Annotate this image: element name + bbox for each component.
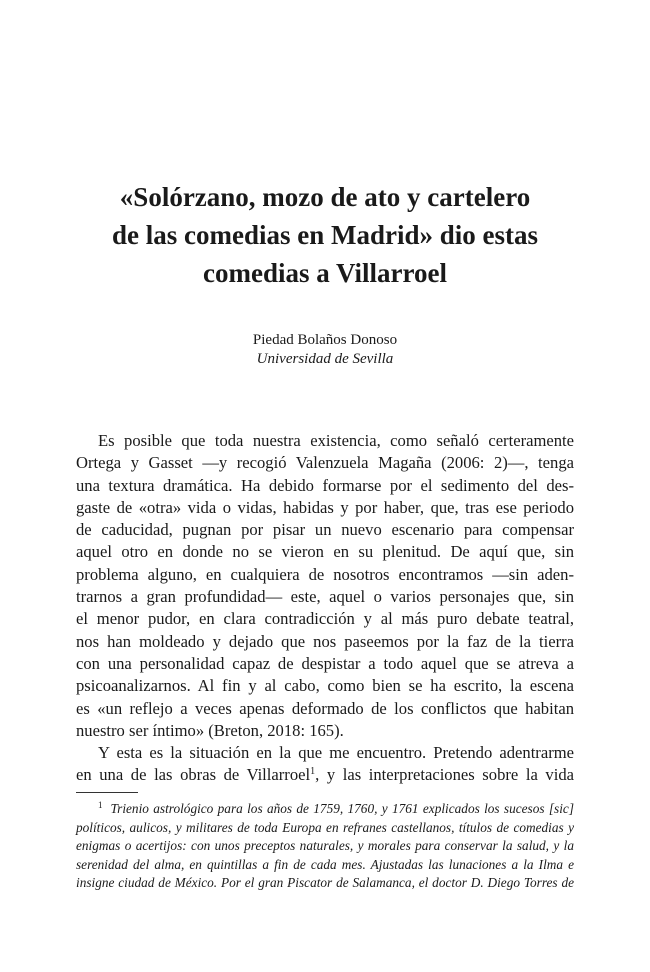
page: [76, 0, 574, 972]
text-line: nos han moldeado y dejado que nos paseemos por la faz de la tierra: [76, 631, 574, 651]
title-line: «Solórzano, mozo de ato y cartelero: [119, 182, 531, 212]
footnote-line: políticos, aulicos, y militares de toda Europa en refranes castellanos, títulos de comedias y: [76, 819, 574, 835]
text-fragment: en una de las obras de Villarroel: [76, 765, 311, 785]
author-affiliation: Universidad de Sevilla: [256, 351, 394, 367]
chapter-title: [76, 178, 574, 292]
text-line: el menor pudor, en clara contradicción y al más puro debate teatral,: [76, 609, 574, 629]
text-line: gaste de «otra» vida o vidas, habidas y por haber, que, tras ese periodo: [76, 497, 574, 517]
text-fragment: , y las interpretaciones sobre la vida: [315, 765, 574, 785]
text-line: nuestro ser íntimo» (Breton, 2018: 165).: [76, 720, 344, 740]
author-name: Piedad Bolaños Donoso: [252, 332, 398, 348]
text-line: con una personalidad capaz de despistar a todo aquel que se atreva a: [76, 653, 574, 673]
footnote-line: [76, 800, 574, 819]
text-line: es «un reflejo a veces apenas deformado de los conflictos que habitan: [76, 698, 574, 718]
footnote-number: 1: [98, 800, 103, 810]
text-line: Ortega y Gasset —y recogió Valenzuela Magaña (2006: 2)—, tenga: [76, 453, 574, 473]
text-line: [76, 764, 574, 786]
body-text: [76, 430, 574, 787]
footnote-reference: 1: [310, 766, 316, 778]
text-line: una textura dramática. Ha debido formarse por el sedimento del des-: [76, 475, 574, 495]
footnote-line: insigne ciudad de México. Por el gran Piscator de Salamanca, el doctor D. Diego Torres de: [76, 875, 574, 890]
footnote-line: enigmas o acertijos: con unos preceptos naturales, y morales para conservar la salud, y la: [76, 838, 574, 853]
footnote-separator: [76, 792, 138, 793]
text-line: de caducidad, pugnan por pisar un nuevo escenario para compensar: [76, 520, 574, 540]
title-line: de las comedias en Madrid» dio estas: [111, 220, 538, 250]
footnote: [76, 800, 574, 893]
text-line: aquel otro en donde no se vieron en su plenitud. De aquí que, sin: [76, 542, 574, 562]
footnote-text: Trienio astrológico para los años de 1759, 1760, y 1761 explicados los sucesos [sic]: [110, 801, 574, 816]
title-line: comedias a Villarroel: [203, 258, 447, 288]
text-line: trarnos a gran profundidad— este, aquel o varios personajes que, sin: [76, 587, 574, 607]
text-line: Y esta es la situación en la que me encuentro. Pretendo adentrarme: [98, 743, 574, 763]
text-line: psicoanalizarnos. Al fin y al cabo, como bien se ha escrito, la escena: [76, 676, 574, 696]
footnote-line: serenidad del alma, en quintillas a fin de cada mes. Ajustadas las lunaciones a la Ilma e: [76, 856, 574, 872]
text-line: Es posible que toda nuestra existencia, como señaló certeramente: [98, 431, 574, 450]
text-line: problema alguno, en cualquiera de nosotros encontramos —sin aden-: [76, 564, 574, 584]
